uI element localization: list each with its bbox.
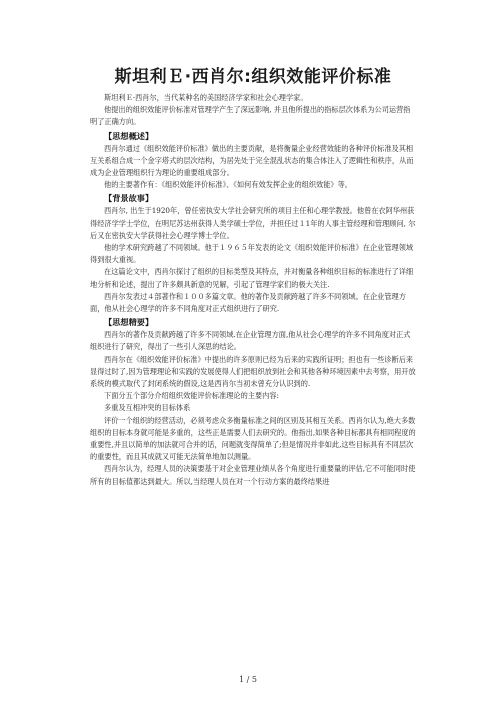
body-paragraph: 西肖尔, 出生于1920年，曾任密执安大学社会研究所的项目主任和心理学教授。他曾在衣阿华州获得经济学学士学位，在明尼苏达州获得人类学硕士学位，并担任过１1年的人事主管经理和管理顾问, 尔后又在密执安大学获得社会心理学博士学位。: [90, 206, 416, 240]
section-heading-overview: 【思想概述】: [104, 130, 154, 141]
document-page: [90, 62, 416, 488]
body-paragraph: 西肖尔认为，经理人员的决策要基于对企业管理业绩从各个角度进行重要量的评估,它不可能同时使所有的目标值都达到最大。所以,当经理人员在对一个行动方案的最终结果进: [90, 464, 416, 486]
intro-paragraph: 斯坦利Ｅ·西肖尔，当代某种名的美国经济学家和社会心理学家。: [104, 93, 308, 102]
body-paragraph: 西肖尔通过《组织效能评价标准》做出的主要贡献，是将衡量企业经营效能的各种评价标准及其相互关系组合成一个金字塔式的层次结构，为居先处于完全混乱状态的集合体注入了逻辑性和秩序，从而成为企业管理组织行为理论的重要组成部分。: [90, 143, 414, 178]
subheading-paragraph: 多重及互相冲突的目标体系: [104, 403, 191, 413]
body-paragraph: 他的主要著作有：《组织效能评价标准》、《如何有效发挥企业的组织效能》等。: [104, 180, 352, 190]
section-heading-essence: 【思想精要】: [104, 317, 154, 328]
body-paragraph: 在这篇论文中，西肖尔探讨了组织的目标类型及其特点，并对衡量各种组织目标的标准进行了详细地分析和论述，提出了许多颇具新意的见解，引起了管理学家们的极大关注.: [90, 267, 414, 289]
body-paragraph: 西肖尔的著作及贡献跨越了许多不同领域.在企业管理方面,他从社会心理学的许多不同角度对正式组织进行了研究，得出了一些引人深思的结论。: [90, 330, 411, 352]
section-heading-background: 【背景故事】: [104, 193, 154, 204]
body-paragraph: 评价一个组织的经营活动，必须考虑众多衡量标准之间的区别及其相互关系。西肖尔认为,绝大多数组织的目标本身就可能是多重的，这些正是需要人们去研究的。他指出,如果各种目标都具有相同程度的重要性,并且以简单的加法就可合并的话，问题就变得简单了;但是情况并非如此,这些目标具有不同层次的重要性，而且其成就又可能无法简单地加以测量。: [90, 415, 416, 462]
body-paragraph: 西肖尔在《组织效能评价标准》中提出的许多原则已经为后来的实践所证明；担也有一些诊断后来显得过时了,因为管理理论和实践的发展使得人们把组织放到社会和其他各种环境因素中去考察，用开放系统的模式取代了封闭系统的假设,这是西肖尔当初未曾充分认识到的.: [90, 354, 416, 389]
intro-paragraph: 他提出的组织效能评价标准对管理学产生了深远影响, 并且他所提出的指标层次体系为公司运营指明了正确方向。: [90, 105, 411, 127]
document-title: 斯坦利Ｅ·西肖尔:组织效能评价标准: [114, 67, 392, 87]
body-paragraph: 下面分五个部分介绍组织效能评价标准理论的主要内容:: [104, 391, 279, 401]
body-paragraph: 他的学术研究跨越了不同领域。他于１９６５年发表的论文《组织效能评价标准》在企业管理领域得到很大重视。: [90, 243, 414, 265]
body-paragraph: 西肖尔发表过４部著作和１００多篇文章。他的著作及贡献跨越了许多不同领域。在企业管理方面，他从社会心理学的许多不同角度对正式组织进行了研究.: [90, 291, 406, 314]
page-number: 1 / 5: [239, 675, 257, 684]
